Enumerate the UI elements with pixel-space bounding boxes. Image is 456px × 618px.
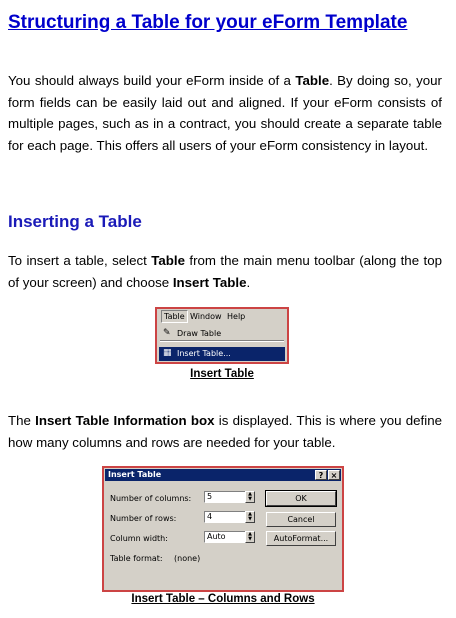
intro-text-rest: . By doing so, your form fields can be easily laid out and aligned. If your eForm consists of multiple pages, such as in a contract, you should create a separate table for each page. This offers all users of your eForm consistency in layout. bbox=[8, 73, 442, 153]
rows-input[interactable]: 4 bbox=[204, 511, 246, 523]
column-width-spinner[interactable]: ▲ ▼ bbox=[245, 531, 255, 543]
autoformat-button[interactable]: AutoFormat... bbox=[266, 531, 336, 546]
column-width-label: Column width: bbox=[110, 534, 168, 543]
rows-spinner[interactable]: ▲ ▼ bbox=[245, 511, 255, 523]
menu-window[interactable]: Window bbox=[190, 312, 222, 321]
cancel-button[interactable]: Cancel bbox=[266, 512, 336, 527]
instruction-bold-table: Table bbox=[151, 253, 185, 268]
menu-item-label: Draw Table bbox=[177, 329, 222, 338]
intro-text: You should always build your eForm inside of a bbox=[8, 73, 296, 88]
columns-label: Number of columns: bbox=[110, 494, 192, 503]
dialog-caption: Insert Table – Columns and Rows bbox=[131, 593, 315, 605]
ok-button[interactable]: OK bbox=[266, 491, 336, 506]
close-icon[interactable]: × bbox=[328, 470, 340, 480]
section-heading: Inserting a Table bbox=[8, 212, 142, 231]
insert-table-dialog bbox=[102, 466, 344, 592]
columns-input[interactable]: 5 bbox=[204, 491, 246, 503]
column-width-input[interactable]: Auto bbox=[204, 531, 246, 543]
instruction-bold-insert-table: Insert Table bbox=[172, 274, 247, 290]
instruction-text-mid: from the main menu toolbar (along the top of your screen) and choose bbox=[8, 253, 442, 290]
dialog-title-bar bbox=[105, 469, 341, 481]
dialog-desc-text-rest: is displayed. This is where you define how many columns and rows are needed for your table. bbox=[8, 413, 442, 450]
dialog-desc-text: The bbox=[8, 413, 36, 428]
menu-help[interactable]: Help bbox=[227, 312, 246, 321]
dialog-title: Insert Table bbox=[108, 470, 162, 479]
menu-caption: Insert Table bbox=[190, 368, 254, 380]
menu-bar bbox=[157, 309, 287, 324]
instruction-paragraph bbox=[8, 250, 442, 293]
menu-table[interactable]: Table bbox=[161, 310, 188, 323]
dialog-desc-bold: Insert Table Information box bbox=[35, 413, 215, 428]
menu-screenshot bbox=[155, 307, 289, 364]
menu-item-label: Insert Table... bbox=[177, 349, 231, 358]
pencil-icon: ✎ bbox=[163, 328, 171, 338]
rows-label: Number of rows: bbox=[110, 514, 177, 523]
intro-paragraph bbox=[8, 70, 442, 156]
instruction-text-end: . bbox=[246, 274, 251, 290]
columns-spinner[interactable]: ▲ ▼ bbox=[245, 491, 255, 503]
dialog-description-paragraph bbox=[8, 410, 442, 453]
menu-item-insert-table[interactable] bbox=[159, 347, 285, 361]
table-format-label: Table format: bbox=[110, 554, 163, 563]
intro-bold-table: Table bbox=[295, 73, 330, 88]
help-icon[interactable]: ? bbox=[315, 470, 327, 480]
menu-separator bbox=[160, 340, 284, 342]
table-format-value: (none) bbox=[174, 554, 201, 563]
instruction-text: To insert a table, select bbox=[8, 253, 152, 268]
page-title: Structuring a Table for your eForm Template bbox=[8, 12, 408, 33]
menu-item-draw-table[interactable] bbox=[159, 327, 285, 341]
table-grid-icon: ▦ bbox=[163, 348, 172, 358]
